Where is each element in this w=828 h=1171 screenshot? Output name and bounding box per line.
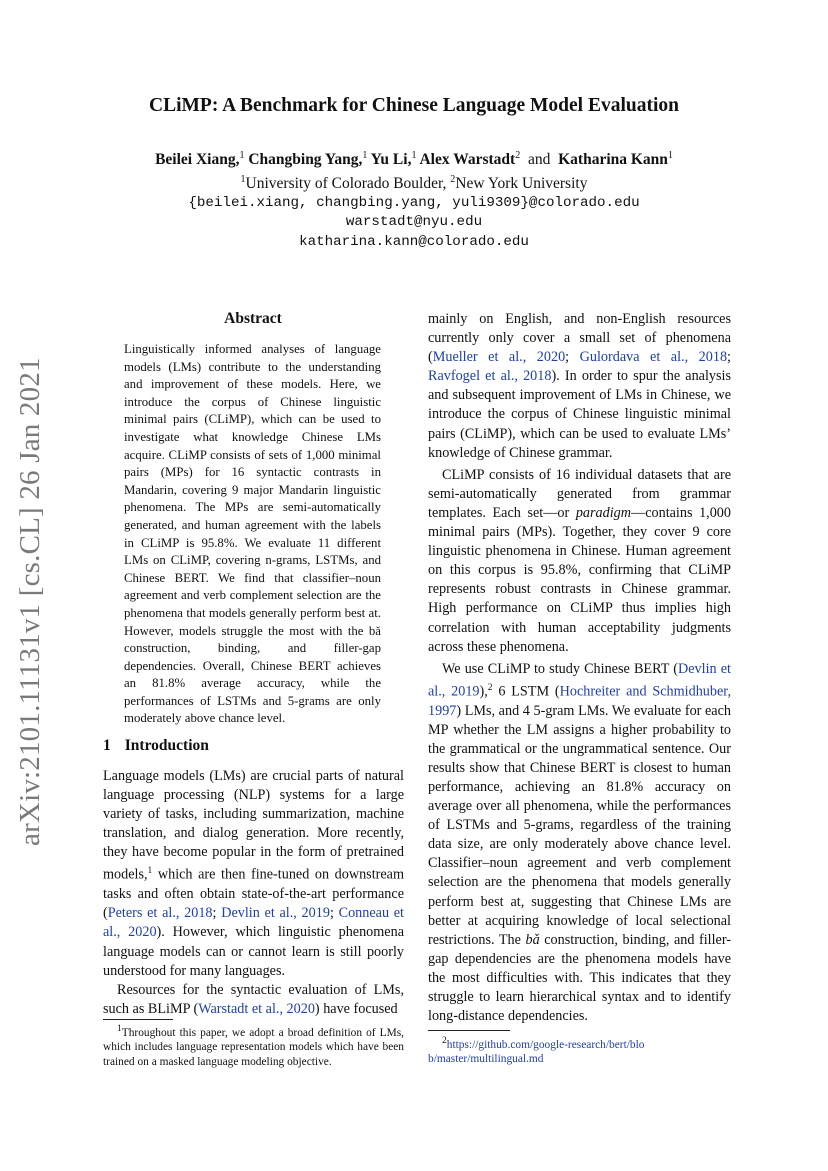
- footnote-rule: [103, 1019, 173, 1020]
- author-name: Beilei Xiang,: [155, 151, 240, 169]
- text-run: construction, binding, and filler-gap dependencies are the phenomena models have the most difficulties with. This indicates that they struggle to learn hierarchical syntax and to identify long-distance dependencies.: [428, 931, 732, 1025]
- emphasis: bǎ: [525, 931, 540, 948]
- footnote-text: Throughout this paper, we adopt a broad definition of LMs, which includes language representation models which have been trained on a masked language modeling objective.: [103, 1026, 404, 1068]
- footnote-2: [428, 1034, 648, 1067]
- citation-link[interactable]: Gulordava et al., 2018: [579, 349, 728, 366]
- citation-link[interactable]: Conneau et al., 2020: [103, 905, 405, 941]
- author-conjunction: and: [527, 151, 551, 169]
- paragraph: mainly on English, and non-English resources currently only cover a small set of phenomena (Mueller et al., 2020; Gulordava et al., 2018; Ravfogel et al., 2018). In order to spur the analysis and subsequent improvement of LMs in Chinese, we introduce the corpus of Chinese linguistic minimal pairs (CLiMP), which can be used to evaluate LMs’ knowledge of Chinese grammar.: [428, 311, 731, 461]
- citation-link[interactable]: Mueller et al., 2020: [432, 349, 566, 366]
- text-run: 6 LSTM (: [492, 683, 560, 700]
- citation-link[interactable]: Peters et al., 2018: [107, 905, 213, 922]
- footnote-url-link[interactable]: https://github.com/google-research/bert/blob/master/multilingual.md: [428, 1038, 645, 1066]
- text-run: mainly on English, and non-English resources currently only cover a small set of phenomena (: [428, 311, 731, 366]
- citation-link[interactable]: Devlin et al., 2019: [221, 905, 330, 922]
- text-run: Language models (LMs) are crucial parts of natural language processing (NLP) systems for a large variety of tasks, including summarization, machine translation, and dialog generation. More recently, they have become popular in the form of pretrained models,: [103, 768, 404, 884]
- affiliation-1: University of Colorado Boulder,: [245, 175, 451, 193]
- citation-link[interactable]: Warstadt et al., 2020: [198, 1000, 315, 1017]
- author-affil-mark: 1: [362, 150, 368, 161]
- text-run: ) LMs, and 4 5-gram LMs. We evaluate for each MP whether the LM assigns a higher probability to the grammatical or the ungrammatical sentence. Our results show that Chinese BERT is closest to human performance, achieving an 81.8% accuracy on average over all phenomena, while the performances of LSTMs and 5-grams, regardless of the training data size, are only moderately above chance level. Classifier–noun agreement and verb complement selection are the phenomena that models generally perform best at, suggesting that Chinese LMs are better at acquiring knowledge of local selectional restrictions. The: [428, 702, 731, 948]
- right-column-body: [428, 310, 731, 1026]
- section-title: Introduction: [124, 737, 209, 754]
- affil-mark: 1: [240, 174, 246, 185]
- text-run: which are then fine-tuned on downstream tasks and often obtain state-of-the-art performance (: [103, 867, 404, 922]
- text-run: Resources for the syntactic evaluation of LMs, such as BLiMP (: [103, 981, 404, 1017]
- footnote-mark: 2: [442, 1036, 447, 1046]
- footnote-ref[interactable]: 1: [147, 866, 153, 877]
- section-heading: [103, 737, 209, 755]
- abstract-text: Linguistically informed analyses of language models (LMs) contribute to the understanding and improvement of these models. Here, we introduce the corpus of Chinese linguistic minimal pairs (CLiMP), which can be used to investigate what knowledge Chinese LMs acquire. CLiMP consists of sets of 1,000 minimal pairs (MPs) for 16 syntactic contrasts in Mandarin, covering 9 major Mandarin linguistic phenomena. The MPs are semi-automatically generated, and human agreement with the labels in CLiMP is 95.8%. We evaluate 11 different LMs on CLiMP, covering n-grams, LSTMs, and Chinese BERT. We find that classifier–noun agreement and verb complement selection are the phenomena that models generally perform best at. However, models struggle the most with the bǎ construction, binding, and filler-gap dependencies. Overall, Chinese BERT achieves an 81.8% average accuracy, while the performances of LSTMs and 5-grams are only moderately above chance level.: [124, 342, 381, 726]
- paragraph: We use CLiMP to study Chinese BERT (Devlin et al., 2019),$^2$ 6 LSTM (Hochreiter and Schmidhuber, 1997) LMs, and 4 5-gram LMs. We evaluate for each MP whether the LM assigns a higher probability to the grammatical or the ungrammatical sentence. Our results show that Chinese BERT is closest to human performance, achieving an 81.8% accuracy on average over all phenomena, while the performances of LSTMs and 5-grams, regardless of the training data size, are only moderately above chance level. Classifier–noun agreement and verb complement selection are the phenomena that models generally perform best at, suggesting that Chinese LMs are better at acquiring knowledge of local selectional restrictions. The bǎ construction, binding, and filler-gap dependencies are the phenomena models have the most difficulties with. This indicates that they struggle to learn hierarchical syntax and to identify long-distance dependencies.: [428, 660, 732, 1025]
- author-list: [0, 150, 828, 169]
- email-line-3: katharina.kann@colorado.edu: [299, 234, 529, 250]
- author-name: Yu Li,: [370, 151, 412, 169]
- footnote-1: [103, 1022, 404, 1069]
- text-run: ). In order to spur the analysis and subsequent improvement of LMs in Chinese, we introduce the corpus of Chinese linguistic minimal pairs (CLiMP), which can be used to evaluate LMs’ knowledge of Chinese grammar.: [428, 368, 731, 461]
- text-run: ). However, which linguistic phenomena language models can or cannot learn is still poorly understood for many languages.: [103, 924, 404, 979]
- section-number: 1: [103, 737, 111, 754]
- emphasis: paradigm: [575, 504, 632, 521]
- author-affil-mark: 1: [239, 150, 245, 161]
- abstract-heading: Abstract: [224, 310, 282, 327]
- text-run: ) have focused: [314, 1000, 398, 1017]
- arxiv-identifier: arXiv:2101.11131v1 [cs.CL] 26 Jan 2021: [14, 357, 46, 846]
- citation-link[interactable]: Hochreiter and Schmidhuber, 1997: [428, 683, 731, 719]
- footnote-ref[interactable]: 2: [487, 682, 493, 693]
- email-line-1: {beilei.xiang, changbing.yang, yuli9309}@colorado.edu: [188, 195, 640, 211]
- citation-link[interactable]: Devlin et al., 2019: [428, 660, 731, 700]
- affil-mark: 2: [450, 174, 456, 185]
- left-column-body: [103, 767, 404, 1019]
- author-name: Changbing Yang,: [248, 151, 363, 169]
- author-name: Katharina Kann: [558, 151, 668, 169]
- affiliation-2: New York University: [455, 175, 588, 193]
- paragraph: [103, 981, 404, 1019]
- citation-link[interactable]: Ravfogel et al., 2018: [428, 368, 552, 385]
- author-affil-mark: 1: [667, 150, 673, 161]
- affiliations: [0, 174, 828, 193]
- paragraph: Language models (LMs) are crucial parts of natural language processing (NLP) systems for a large variety of tasks, including summarization, machine translation, and dialog generation. More recently, they have become popular in the form of pretrained models,$^1$ which are then fine-tuned on downstream tasks and often obtain state-of-the-art performance (Peters et al., 2018; Devlin et al., 2019; Conneau et al., 2020). However, which linguistic phenomena language models can or cannot learn is still poorly understood for many languages.: [103, 768, 405, 979]
- footnote-mark: 1: [117, 1024, 122, 1034]
- text-run: We use CLiMP to study Chinese BERT (: [442, 660, 678, 677]
- footnote-rule: [428, 1030, 510, 1031]
- text-run: CLiMP consists of 16 individual datasets that are semi-automatically generated from grammar templates. Each set—or: [428, 466, 731, 521]
- paragraph: [428, 466, 731, 657]
- author-affil-mark: 1: [411, 150, 417, 161]
- paper-title: CLiMP: A Benchmark for Chinese Language Model Evaluation: [149, 95, 679, 116]
- author-affil-mark: 2: [515, 150, 521, 161]
- email-line-2: warstadt@nyu.edu: [345, 214, 483, 230]
- author-name: Alex Warstadt: [419, 151, 516, 169]
- text-run: —contains 1,000 minimal pairs (MPs). Together, they cover 9 core linguistic phenomena in Chinese. Human agreement on this corpus is 95.8%, confirming that CLiMP represents robust contrasts in Chinese grammar. High performance on CLiMP thus implies high correlation with human acceptability judgments across these phenomena.: [428, 504, 731, 655]
